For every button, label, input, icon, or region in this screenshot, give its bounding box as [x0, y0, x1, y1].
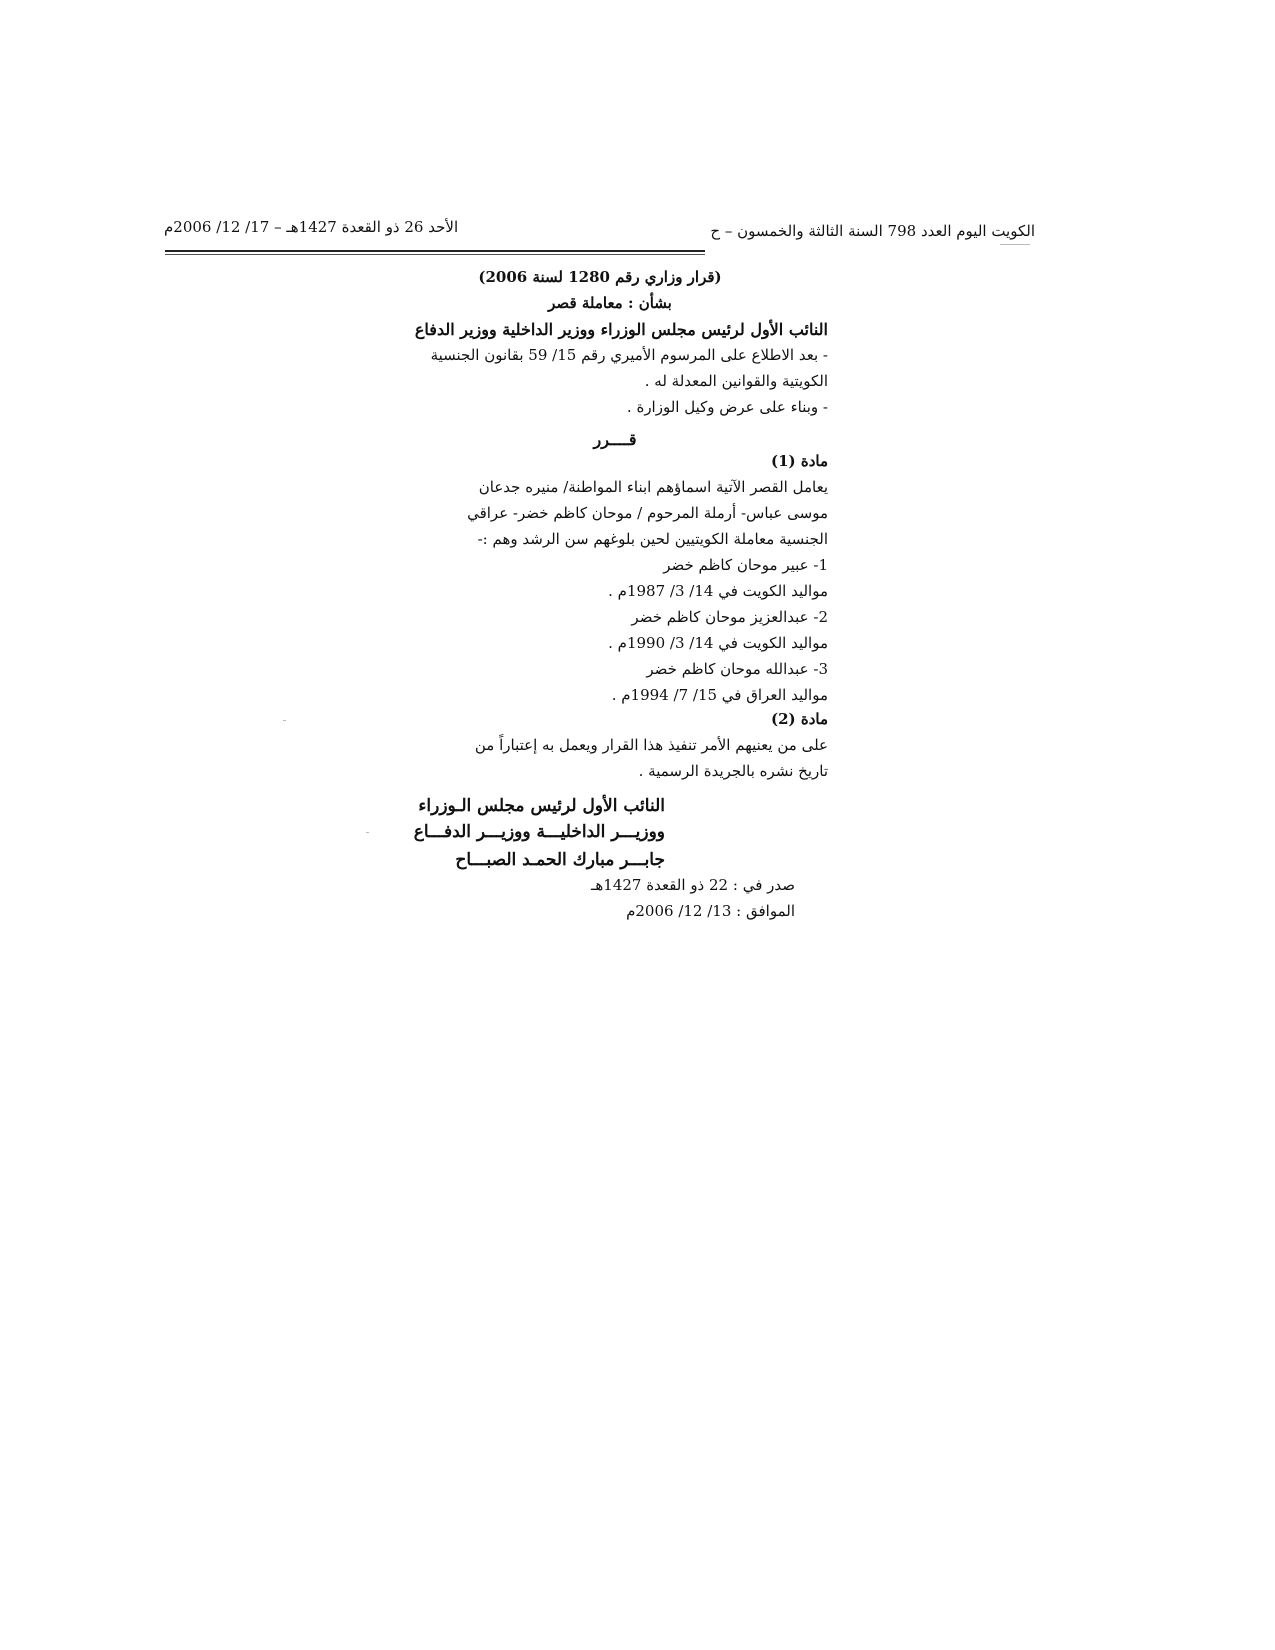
minor-name: 2- عبدالعزيز موحان كاظم خضر — [631, 608, 828, 626]
minor-name: 1- عبير موحان كاظم خضر — [663, 556, 828, 574]
scan-speck — [1000, 244, 1030, 245]
minor-birth: مواليد الكويت في 14/ 3/ 1990م . — [608, 634, 828, 652]
preamble-line: - بعد الاطلاع على المرسوم الأميري رقم 15/ 59 بقانون الجنسية — [430, 346, 828, 364]
preamble-line: الكويتية والقوانين المعدلة له . — [644, 372, 828, 390]
decision-subject: بشأن : معاملة قصر — [548, 294, 672, 312]
preamble — [408, 342, 828, 420]
issued-date-gregorian: الموافق : 13/ 12/ 2006م — [626, 902, 795, 920]
signature-name: جابـــر مبارك الحمـد الصبـــاح — [455, 850, 665, 870]
scan-speck — [366, 832, 369, 833]
header-date: الأحد 26 ذو القعدة 1427هـ – 17/ 12/ 2006م — [164, 218, 459, 236]
minor-birth: مواليد العراق في 15/ 7/ 1994م . — [611, 686, 828, 704]
decided-heading: قــــرر — [593, 430, 637, 449]
scan-speck — [283, 720, 286, 721]
article-2-line: على من يعنيهم الأمر تنفيذ هذا القرار ويعمل به إعتباراً من — [474, 736, 828, 754]
article-1 — [408, 448, 828, 708]
header-publication-info: الكويت اليوم العدد 798 السنة الثالثة والخمسون – ح — [710, 222, 1035, 240]
article-1-line: يعامل القصر الآتية اسماؤهم ابناء المواطنة/ منيره جدعان — [478, 478, 828, 496]
signature-title-line: ووزيـــر الداخليـــة ووزيـــر الدفـــاع — [413, 822, 665, 842]
decision-issuer: النائب الأول لرئيس مجلس الوزراء ووزير الداخلية ووزير الدفاع — [414, 320, 828, 339]
article-2-line: تاريخ نشره بالجريدة الرسمية . — [638, 762, 828, 780]
header-divider-thin — [165, 254, 705, 255]
minor-name: 3- عبدالله موحان كاظم خضر — [646, 660, 828, 678]
article-1-heading: مادة (1) — [770, 452, 828, 470]
signature-title-line: النائب الأول لرئيس مجلس الـوزراء — [418, 796, 665, 816]
decision-title: (قرار وزاري رقم 1280 لسنة 2006) — [478, 268, 722, 286]
preamble-line: - وبناء على عرض وكيل الوزارة . — [626, 398, 828, 416]
article-2-heading: مادة (2) — [770, 710, 828, 728]
article-1-line: الجنسية معاملة الكويتيين لحين بلوغهم سن الرشد وهم :- — [477, 530, 828, 548]
minor-birth: مواليد الكويت في 14/ 3/ 1987م . — [608, 582, 828, 600]
article-1-line: موسى عباس- أرملة المرحوم / موحان كاظم خضر- عراقي — [467, 504, 828, 522]
header-divider — [165, 250, 705, 252]
article-2 — [408, 706, 828, 784]
issued-date-hijri: صدر في : 22 ذو القعدة 1427هـ — [590, 876, 795, 894]
